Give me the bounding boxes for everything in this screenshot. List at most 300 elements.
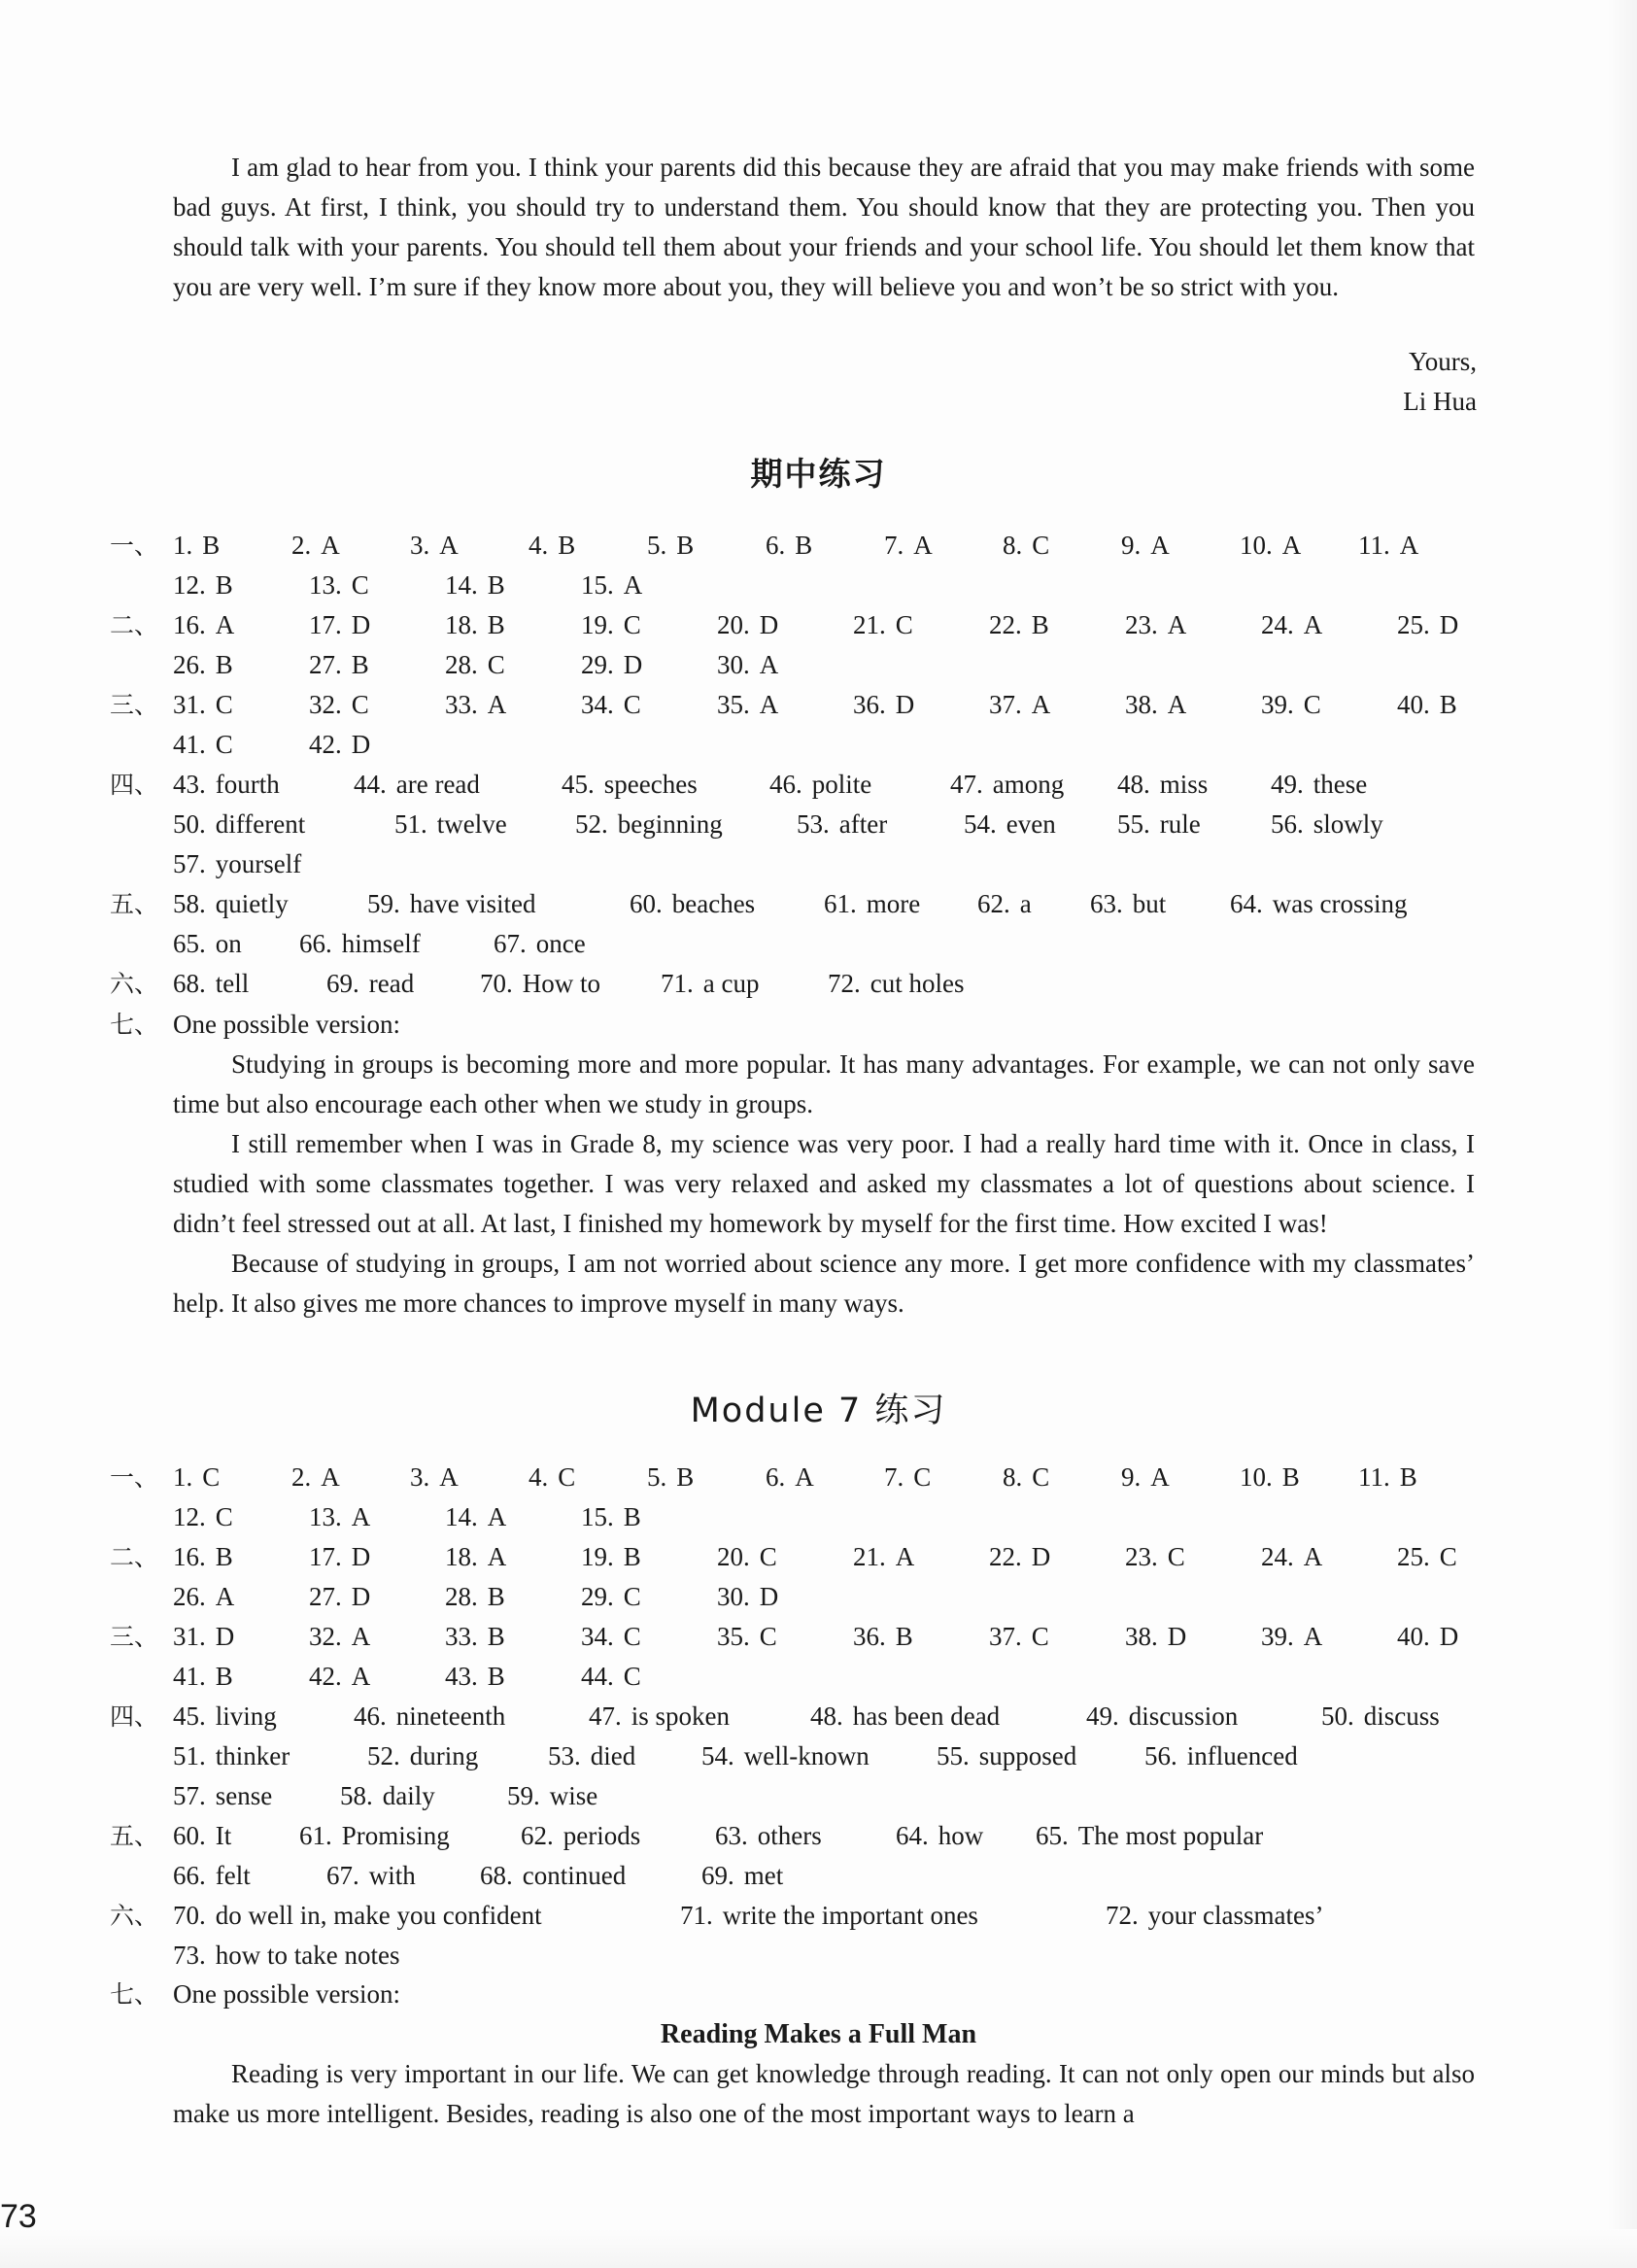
answer-value: B (215, 1662, 233, 1691)
question-number: 35. (717, 1622, 750, 1651)
question-number: 48. (810, 1701, 843, 1731)
question-number: 51. (173, 1741, 206, 1770)
answer-item (445, 1617, 581, 1657)
answer-item (173, 765, 354, 805)
answer-item (173, 1657, 309, 1697)
answer-item (701, 1856, 841, 1896)
answer-value: D (351, 610, 371, 639)
answer-item (717, 1577, 853, 1617)
section-label: 六、 (110, 970, 159, 998)
answer-row (173, 725, 445, 765)
answer-value: himself (341, 929, 421, 958)
answer-item (173, 884, 367, 924)
answer-row (173, 924, 647, 964)
answer-value: beaches (671, 889, 756, 918)
answer-item (340, 1776, 507, 1816)
answer-value: A (1150, 531, 1170, 560)
answer-value: B (676, 1462, 695, 1492)
answer-value: during (409, 1741, 479, 1770)
question-number: 31. (173, 1622, 206, 1651)
answer-value: read (368, 969, 415, 998)
answer-value: A (623, 570, 643, 600)
answer-value: after (838, 809, 888, 839)
question-number: 16. (173, 610, 206, 639)
answer-item (173, 844, 381, 884)
question-number: 64. (1230, 889, 1263, 918)
answer-row (110, 1617, 1533, 1657)
answer-item (884, 526, 1003, 566)
question-number: 49. (1271, 770, 1304, 799)
answer-value: C (1167, 1542, 1185, 1571)
answer-item (494, 924, 647, 964)
answer-value: quietly (215, 889, 289, 918)
page-number: 73 (0, 2198, 37, 2235)
answer-value: well-known (743, 1741, 870, 1770)
answer-item (647, 1458, 766, 1497)
answer-item (1397, 605, 1533, 645)
answer-value: was crossing (1272, 889, 1408, 918)
answer-value: C (1031, 1622, 1049, 1651)
answer-value: with (368, 1861, 416, 1890)
question-number: 43. (445, 1662, 478, 1691)
answer-row (110, 1458, 1477, 1497)
answer-value: A (1303, 1622, 1323, 1651)
section-label: 五、 (110, 890, 159, 918)
answer-value: D (1031, 1542, 1051, 1571)
question-number: 8. (1003, 1462, 1023, 1492)
answer-value: D (351, 730, 371, 759)
essay-title: Reading Makes a Full Man (660, 2019, 977, 2049)
answer-item (717, 645, 853, 685)
question-number: 12. (173, 1502, 206, 1531)
answer-item (717, 1617, 853, 1657)
question-number: 18. (445, 1542, 478, 1571)
answer-item (581, 1497, 717, 1537)
answer-item (173, 1697, 354, 1736)
answer-item (581, 1537, 717, 1577)
answer-item (581, 566, 717, 605)
answer-item (309, 1577, 445, 1617)
answer-value: daily (382, 1781, 435, 1810)
answer-value: B (1031, 610, 1049, 639)
answer-value: B (1399, 1462, 1417, 1492)
answer-item (173, 1497, 309, 1537)
answer-item (1117, 805, 1271, 844)
answer-value: B (1281, 1462, 1300, 1492)
answer-value: D (759, 610, 779, 639)
answer-value: A (487, 690, 507, 719)
answer-row (110, 884, 1492, 924)
answer-item (630, 884, 824, 924)
answer-item (1144, 1736, 1380, 1776)
answer-value: A (487, 1502, 507, 1531)
answer-item (581, 685, 717, 725)
question-number: 46. (354, 1701, 387, 1731)
answer-value: A (351, 1662, 371, 1691)
answer-value: miss (1159, 770, 1209, 799)
answer-item (647, 526, 766, 566)
answer-value: wise (549, 1781, 598, 1810)
answer-item (309, 1617, 445, 1657)
answer-item (1397, 1537, 1533, 1577)
answer-item (367, 884, 630, 924)
question-number: 43. (173, 770, 206, 799)
question-number: 61. (824, 889, 857, 918)
question-number: 72. (1106, 1901, 1139, 1930)
question-number: 25. (1397, 1542, 1430, 1571)
answer-item (581, 1617, 717, 1657)
essay-paragraph: Studying in groups is becoming more and more popular. It has many advantages. For example, we can not only save time but also encourage each other when we study in groups. (173, 1049, 1475, 1118)
answer-value: C (202, 1462, 221, 1492)
answer-value: has been dead (852, 1701, 1001, 1731)
question-number: 37. (989, 1622, 1022, 1651)
answer-value: B (215, 1542, 233, 1571)
answer-value: Promising (341, 1821, 450, 1850)
answer-value: a cup (702, 969, 760, 998)
answer-item (1271, 765, 1438, 805)
answer-item (989, 685, 1125, 725)
question-number: 11. (1358, 531, 1390, 560)
answer-item (853, 685, 989, 725)
answer-item (173, 1816, 299, 1856)
question-number: 11. (1358, 1462, 1390, 1492)
answer-item (589, 1697, 810, 1736)
answer-row (173, 1736, 1380, 1776)
answer-row (110, 765, 1438, 805)
answer-item (680, 1896, 1106, 1936)
answer-value: A (1303, 610, 1323, 639)
answer-item (717, 1537, 853, 1577)
section-label: 五、 (110, 1822, 159, 1850)
question-number: 65. (1036, 1821, 1069, 1850)
answer-value: how (938, 1821, 984, 1850)
answer-item (173, 526, 291, 566)
question-number: 54. (701, 1741, 734, 1770)
answer-item (575, 805, 797, 844)
answer-item (291, 526, 410, 566)
answer-value: C (351, 690, 369, 719)
midterm-writing-header (110, 1005, 400, 1045)
answer-item (173, 1537, 309, 1577)
answer-item (1090, 884, 1230, 924)
question-number: 52. (575, 809, 608, 839)
question-number: 27. (309, 1582, 342, 1611)
answer-value: C (558, 1462, 576, 1492)
question-number: 12. (173, 570, 206, 600)
question-number: 55. (937, 1741, 970, 1770)
answer-value: yourself (215, 849, 302, 878)
answer-item (828, 964, 1049, 1004)
answer-value: B (623, 1502, 641, 1531)
answer-item (1358, 1458, 1477, 1497)
section-label: 七、 (110, 1011, 159, 1039)
answer-row (173, 805, 1451, 844)
answer-item (701, 1736, 937, 1776)
answer-value: D (351, 1542, 371, 1571)
answer-item (989, 1617, 1125, 1657)
answer-value: B (487, 1662, 505, 1691)
answer-item (309, 1657, 445, 1697)
answer-value: D (1439, 1622, 1459, 1651)
answer-item (410, 526, 529, 566)
answer-row (110, 1896, 1422, 1936)
answer-item (445, 566, 581, 605)
answer-item (1125, 1537, 1261, 1577)
module7-essay (173, 2054, 1475, 2134)
question-number: 40. (1397, 690, 1430, 719)
answer-item (173, 805, 394, 844)
answer-item (853, 1537, 989, 1577)
essay-paragraph: Because of studying in groups, I am not worried about science any more. I get more confidence with my classmates’ help. It also gives me more chances to improve myself in many ways. (173, 1249, 1475, 1318)
answer-value: more (866, 889, 921, 918)
question-number: 25. (1397, 610, 1430, 639)
answer-value: do well in, make you confident (215, 1901, 542, 1930)
module7-writing-header (110, 1975, 400, 2014)
letter-closing: Yours, (1408, 347, 1477, 376)
question-number: 28. (445, 650, 478, 679)
answer-item (173, 1577, 309, 1617)
question-number: 17. (309, 610, 342, 639)
question-number: 8. (1003, 531, 1023, 560)
answer-value: continued (522, 1861, 627, 1890)
answer-value: C (623, 1582, 641, 1611)
question-number: 59. (367, 889, 400, 918)
section-label: 三、 (110, 1623, 159, 1651)
answer-item (445, 645, 581, 685)
section-label: 七、 (110, 1980, 159, 2009)
answer-item (896, 1816, 1036, 1856)
answer-item (507, 1776, 661, 1816)
letter-body: I am glad to hear from you. I think your parents did this because they are afraid that you may make friends with some bad guys. At first, I think, you should try to understand them. You should know that they are protecting you. Then you should talk with your parents. You should tell them about your friends and your school life. You should let them know that you are very well. I’m sure if they know more about you, they will believe you and won’t be so strict with you. (173, 153, 1475, 301)
section-label: 三、 (110, 691, 159, 719)
answer-item (367, 1736, 548, 1776)
answer-value: How to (522, 969, 600, 998)
question-number: 71. (680, 1901, 713, 1930)
answer-value: A (351, 1502, 371, 1531)
question-number: 22. (989, 1542, 1022, 1571)
question-number: 30. (717, 650, 750, 679)
question-number: 10. (1240, 531, 1273, 560)
answer-item (581, 1657, 717, 1697)
answer-value: B (487, 570, 505, 600)
answer-item (853, 605, 989, 645)
question-number: 40. (1397, 1622, 1430, 1651)
question-number: 26. (173, 1582, 206, 1611)
answer-item (173, 605, 309, 645)
answer-row (173, 844, 381, 884)
answer-item (173, 725, 309, 765)
answer-item (1125, 1617, 1261, 1657)
question-number: 38. (1125, 1622, 1158, 1651)
answer-row (173, 1577, 853, 1617)
answer-row (110, 1537, 1533, 1577)
question-number: 70. (173, 1901, 206, 1930)
answer-value: B (558, 531, 576, 560)
question-number: 6. (766, 531, 786, 560)
answer-item (309, 685, 445, 725)
answer-item (1397, 1617, 1533, 1657)
answer-item (445, 1497, 581, 1537)
question-number: 51. (394, 809, 427, 839)
answer-value: but (1132, 889, 1167, 918)
answer-row (173, 1936, 503, 1976)
question-number: 57. (173, 849, 206, 878)
answer-value: B (1439, 690, 1457, 719)
answer-item (1086, 1697, 1321, 1736)
answer-row (173, 566, 717, 605)
answer-row (173, 1657, 717, 1697)
answer-value: thinker (215, 1741, 290, 1770)
section-label: 一、 (110, 532, 159, 560)
midterm-title: 期中练习 (750, 455, 887, 493)
question-number: 42. (309, 1662, 342, 1691)
question-number: 4. (529, 531, 549, 560)
answer-item (173, 1458, 291, 1497)
answer-value: tell (215, 969, 250, 998)
answer-item (717, 685, 853, 725)
question-number: 54. (964, 809, 997, 839)
answer-item (173, 566, 309, 605)
question-number: 71. (661, 969, 694, 998)
answer-item (937, 1736, 1144, 1776)
answer-item (480, 964, 661, 1004)
question-number: 19. (581, 610, 614, 639)
question-number: 37. (989, 690, 1022, 719)
answer-value: C (1032, 531, 1050, 560)
answer-value: have visited (409, 889, 536, 918)
answer-value: C (215, 730, 233, 759)
answer-value: once (535, 929, 586, 958)
answer-value: C (623, 1662, 641, 1691)
answer-value: A (215, 610, 235, 639)
question-number: 7. (884, 531, 904, 560)
answer-value: discussion (1128, 1701, 1239, 1731)
question-number: 57. (173, 1781, 206, 1810)
answer-value: C (1032, 1462, 1050, 1492)
answer-item (1003, 526, 1121, 566)
question-number: 62. (977, 889, 1010, 918)
question-number: 3. (410, 531, 430, 560)
answer-value: B (487, 1582, 505, 1611)
answer-value: C (215, 690, 233, 719)
question-number: 65. (173, 929, 206, 958)
question-number: 5. (647, 531, 667, 560)
answer-value: B (215, 650, 233, 679)
letter-signature: Li Hua (1403, 387, 1477, 416)
question-number: 63. (1090, 889, 1123, 918)
question-number: 24. (1261, 1542, 1294, 1571)
question-number: 15. (581, 570, 614, 600)
answer-value: C (895, 610, 913, 639)
answer-value: B (487, 610, 505, 639)
answer-item (548, 1736, 701, 1776)
section-label: 四、 (110, 771, 159, 799)
question-number: 4. (529, 1462, 549, 1492)
question-number: 29. (581, 1582, 614, 1611)
answer-item (410, 1458, 529, 1497)
section-label: 六、 (110, 1902, 159, 1930)
answer-value: these (1313, 770, 1368, 799)
question-number: 36. (853, 690, 886, 719)
question-number: 73. (173, 1941, 206, 1970)
answer-item (1003, 1458, 1121, 1497)
answer-row (110, 526, 1477, 566)
answer-value: A (351, 1622, 371, 1651)
answer-value: A (1303, 1542, 1323, 1571)
answer-value: A (1167, 690, 1187, 719)
writing-intro: One possible version: (173, 1979, 400, 2009)
answer-item (1271, 805, 1451, 844)
answer-value: others (757, 1821, 822, 1850)
question-number: 17. (309, 1542, 342, 1571)
question-number: 5. (647, 1462, 667, 1492)
answer-item (1036, 1816, 1352, 1856)
question-number: 29. (581, 650, 614, 679)
answer-item (173, 1736, 367, 1776)
answer-value: D (759, 1582, 779, 1611)
question-number: 15. (581, 1502, 614, 1531)
question-number: 31. (173, 690, 206, 719)
answer-item (1240, 526, 1358, 566)
answer-item (766, 526, 884, 566)
answer-item (562, 765, 769, 805)
answer-value: D (1167, 1622, 1187, 1651)
question-number: 14. (445, 1502, 478, 1531)
answer-item (445, 605, 581, 645)
answer-value: D (351, 1582, 371, 1611)
question-number: 10. (1240, 1462, 1273, 1492)
question-number: 66. (299, 929, 332, 958)
answer-value: The most popular (1077, 1821, 1264, 1850)
answer-value: different (215, 809, 306, 839)
section-label: 二、 (110, 611, 159, 639)
answer-row (110, 605, 1533, 645)
page-edge-shadow (1608, 0, 1637, 2268)
answer-item (480, 1856, 701, 1896)
question-number: 42. (309, 730, 342, 759)
question-number: 60. (630, 889, 663, 918)
answer-item (173, 645, 309, 685)
answer-value: B (623, 1542, 641, 1571)
question-number: 67. (494, 929, 527, 958)
question-number: 69. (701, 1861, 734, 1890)
question-number: 45. (173, 1701, 206, 1731)
answer-item (1240, 1458, 1358, 1497)
answer-item (1125, 685, 1261, 725)
answer-value: periods (563, 1821, 641, 1850)
answer-value: polite (811, 770, 872, 799)
question-number: 45. (562, 770, 595, 799)
question-number: 46. (769, 770, 802, 799)
answer-item (1230, 884, 1492, 924)
writing-intro: One possible version: (173, 1010, 400, 1039)
answer-value: felt (215, 1861, 251, 1890)
answer-value: A (439, 1462, 459, 1492)
answer-value: A (913, 531, 933, 560)
answer-item (581, 645, 717, 685)
answer-value: twelve (436, 809, 507, 839)
answer-item (964, 805, 1117, 844)
answer-value: A (1150, 1462, 1170, 1492)
question-number: 47. (950, 770, 983, 799)
answer-value: C (1439, 1542, 1457, 1571)
question-number: 53. (548, 1741, 581, 1770)
answer-item (326, 1856, 480, 1896)
question-number: 26. (173, 650, 206, 679)
answer-value: A (759, 690, 779, 719)
answer-value: C (351, 570, 369, 600)
question-number: 34. (581, 690, 614, 719)
